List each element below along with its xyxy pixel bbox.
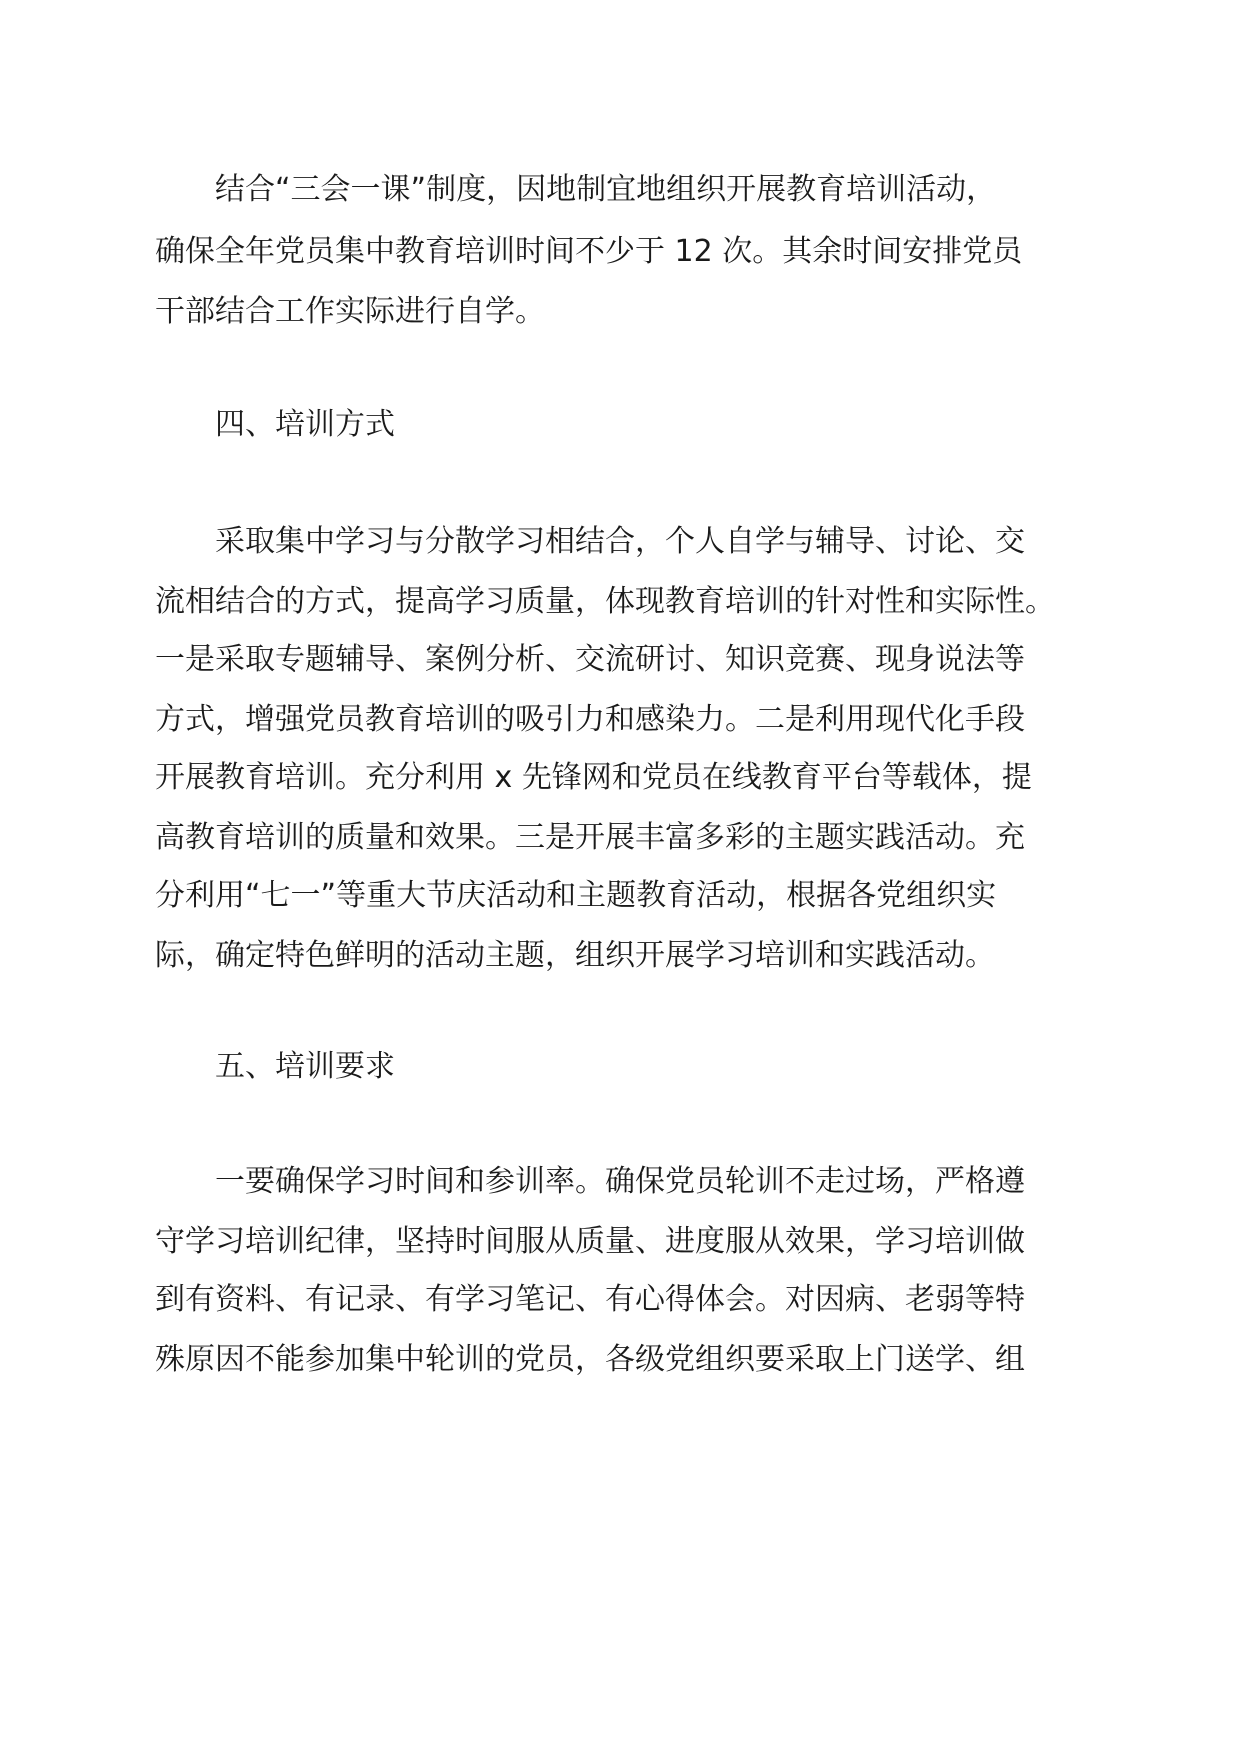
- text-line: 结合“三会一课”制度，因地制宜地组织开展教育培训活动，: [215, 172, 997, 207]
- text-line: 一是采取专题辅导、案例分析、交流研讨、知识竞赛、现身说法等: [155, 642, 1025, 677]
- text-line: 殊原因不能参加集中轮训的党员，各级党组织要采取上门送学、组: [155, 1342, 1025, 1377]
- text-line: 开展教育培训。充分利用 x 先锋网和党员在线教育平台等载体，提: [155, 760, 1032, 795]
- text-line: 一要确保学习时间和参训率。确保党员轮训不走过场，严格遵: [215, 1164, 1025, 1199]
- text-line: 际，确定特色鲜明的活动主题，组织开展学习培训和实践活动。: [155, 938, 995, 973]
- text-line: 方式，增强党员教育培训的吸引力和感染力。二是利用现代化手段: [155, 702, 1025, 737]
- text-line: 守学习培训纪律，坚持时间服从质量、进度服从效果，学习培训做: [155, 1224, 1025, 1259]
- section-heading-training-requirements: 五、培训要求: [215, 1049, 395, 1084]
- text-line: 采取集中学习与分散学习相结合，个人自学与辅导、讨论、交: [215, 524, 1025, 559]
- section-heading-training-method: 四、培训方式: [215, 407, 395, 442]
- text-line: 流相结合的方式，提高学习质量，体现教育培训的针对性和实际性。: [155, 584, 1055, 619]
- text-line: 分利用“七一”等重大节庆活动和主题教育活动，根据各党组织实: [155, 878, 997, 913]
- text-line: 确保全年党员集中教育培训时间不少于 12 次。其余时间安排党员: [155, 234, 1023, 269]
- text-line: 高教育培训的质量和效果。三是开展丰富多彩的主题实践活动。充: [155, 820, 1025, 855]
- text-line: 干部结合工作实际进行自学。: [155, 294, 545, 329]
- text-line: 到有资料、有记录、有学习笔记、有心得体会。对因病、老弱等特: [155, 1282, 1025, 1317]
